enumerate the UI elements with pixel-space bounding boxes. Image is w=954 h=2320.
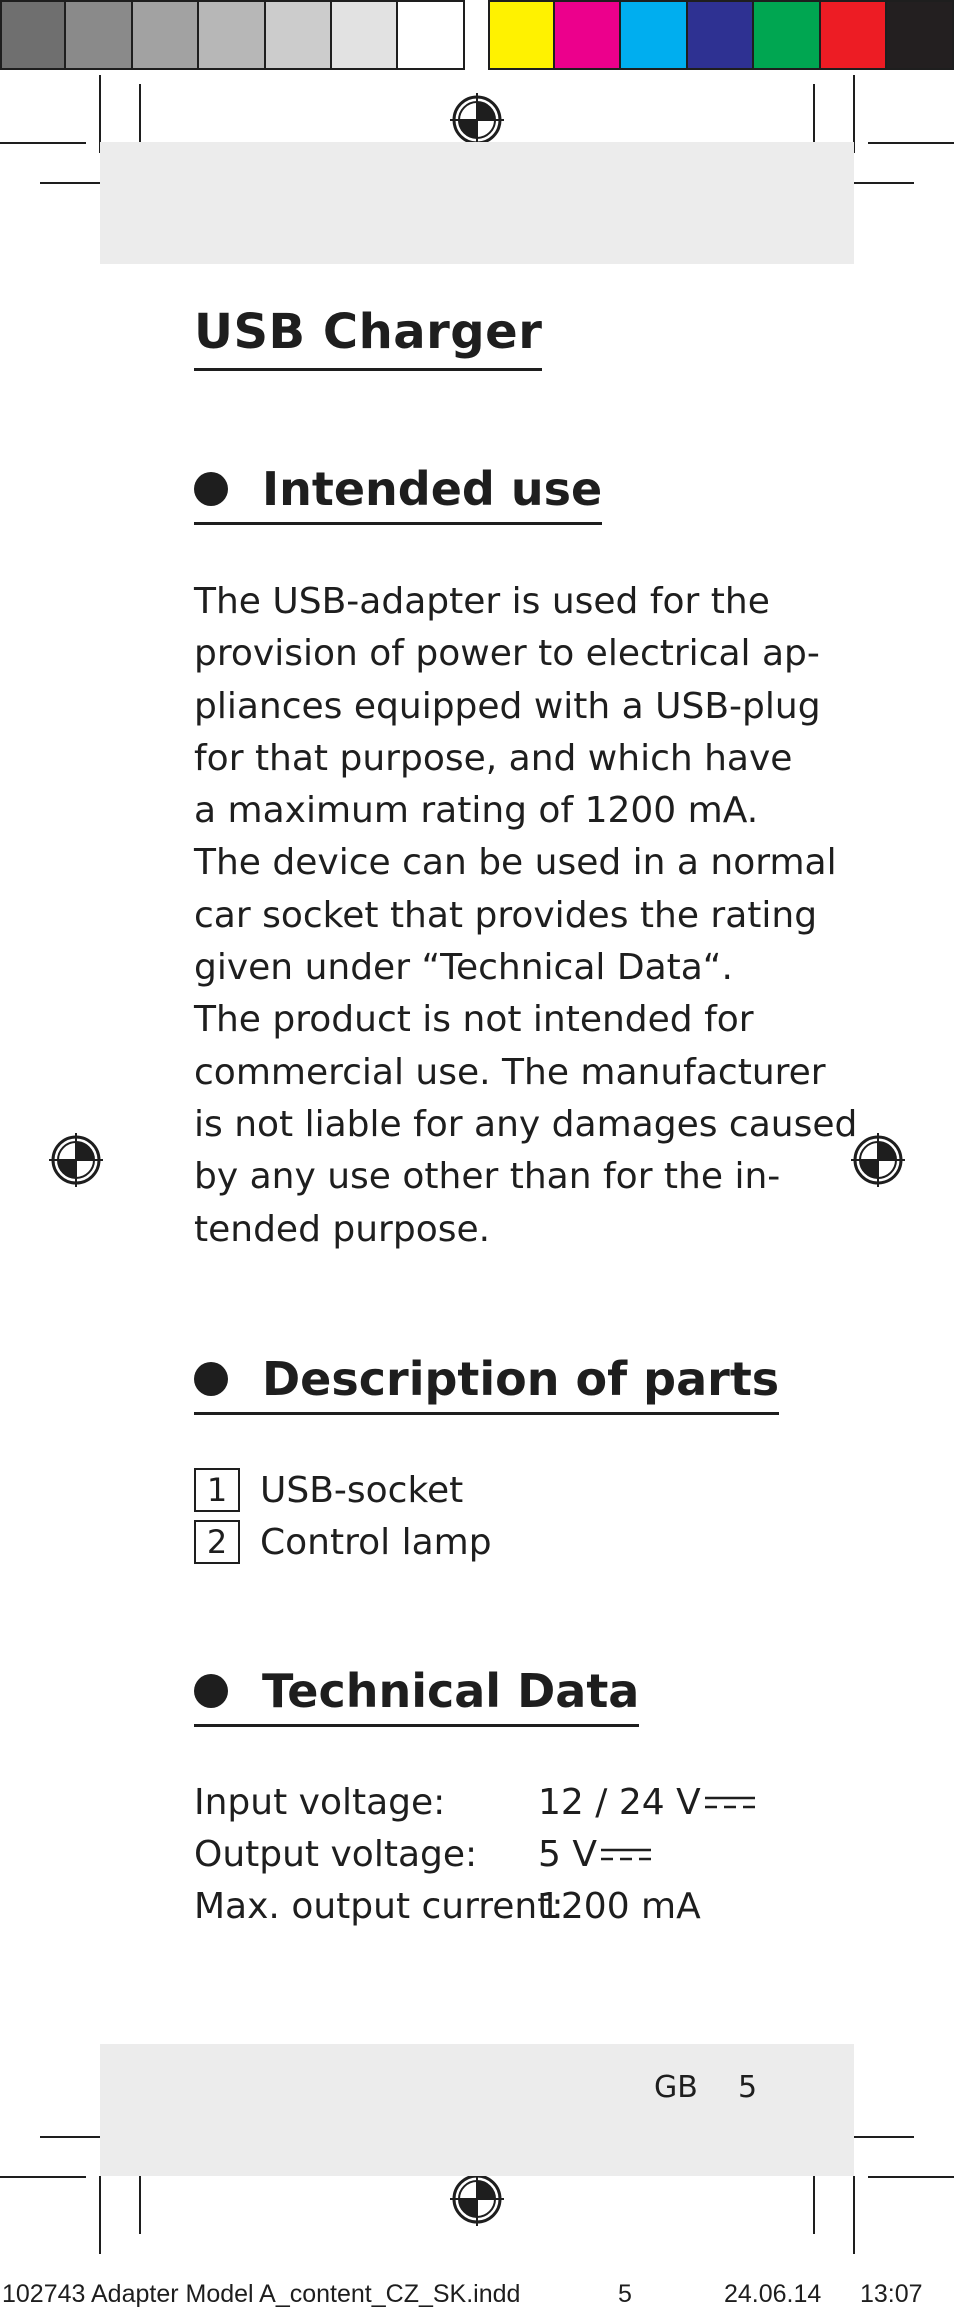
text-line: The product is not intended for: [194, 999, 754, 1041]
text-line: tended purpose.: [194, 1208, 491, 1250]
color-swatch: [754, 0, 821, 70]
table-row: [194, 1880, 755, 1932]
color-swatch: [133, 0, 199, 70]
part-number-badge: 1: [194, 1468, 240, 1512]
spec-label: Max. output current:: [194, 1885, 564, 1927]
registration-target-icon: [851, 1133, 905, 1187]
spec-label: Output voltage:: [194, 1833, 478, 1875]
table-row: [194, 1828, 755, 1880]
section-heading-label: Technical Data: [262, 1664, 640, 1718]
crop-mark: [868, 142, 954, 144]
page-number: 5: [738, 2070, 758, 2105]
slug-filename: 102743 Adapter Model A_content_CZ_SK.indd: [2, 2280, 521, 2308]
text-line: The device can be used in a normal: [194, 842, 837, 884]
registration-target-icon: [450, 2172, 504, 2226]
parts-list: [194, 1464, 492, 1568]
crop-mark: [99, 2176, 101, 2254]
intended-use-paragraph: [194, 576, 858, 1256]
crop-mark: [0, 142, 86, 144]
color-swatch: [332, 0, 398, 70]
section-heading-description-of-parts: [194, 1352, 779, 1415]
gray-swatch-bar: [0, 0, 465, 70]
page-title: USB Charger: [194, 304, 542, 371]
color-swatch-bar: [488, 0, 954, 70]
part-label: Control lamp: [260, 1521, 492, 1563]
part-label: USB-socket: [260, 1469, 464, 1511]
spec-value-text: 12 / 24 V: [538, 1781, 701, 1823]
color-swatch: [821, 0, 888, 70]
color-swatch: [688, 0, 755, 70]
crop-mark: [868, 2176, 954, 2178]
registration-target-icon: [450, 93, 504, 147]
part-number-badge: 2: [194, 1520, 240, 1564]
text-line: is not liable for any damages caused: [194, 1103, 858, 1145]
color-swatch: [398, 0, 464, 70]
color-swatch: [266, 0, 332, 70]
direct-current-icon: [705, 1794, 755, 1810]
crop-mark: [853, 2176, 855, 2254]
section-heading-label: Description of parts: [262, 1352, 780, 1406]
direct-current-icon: [601, 1846, 651, 1862]
text-line: a maximum rating of 1200 mA.: [194, 790, 759, 832]
color-swatch: [621, 0, 688, 70]
section-heading-intended-use: [194, 462, 602, 525]
text-line: commercial use. The manufacturer: [194, 1051, 826, 1093]
table-row: [194, 1776, 755, 1828]
header-band: [100, 142, 854, 264]
color-swatch: [0, 0, 66, 70]
footer-band: [100, 2044, 854, 2176]
section-heading-technical-data: [194, 1664, 639, 1727]
list-item: [194, 1464, 492, 1516]
text-line: pliances equipped with a USB-plug: [194, 685, 821, 727]
bullet-icon: [194, 472, 228, 506]
list-item: [194, 1516, 492, 1568]
crop-mark: [0, 2176, 86, 2178]
color-swatch: [488, 0, 555, 70]
section-heading-label: Intended use: [262, 462, 603, 516]
page-language-marker: GB: [654, 2070, 698, 2105]
text-line: provision of power to electrical ap-: [194, 633, 820, 675]
spec-value-text: 1200 mA: [538, 1885, 701, 1927]
text-line: for that purpose, and which have: [194, 737, 793, 779]
bullet-icon: [194, 1674, 228, 1708]
color-swatch: [66, 0, 132, 70]
color-swatch: [199, 0, 265, 70]
spec-value: [538, 1782, 755, 1823]
text-line: by any use other than for the in-: [194, 1156, 781, 1198]
text-line: car socket that provides the rating: [194, 894, 818, 936]
registration-target-icon: [49, 1133, 103, 1187]
text-line: The USB-adapter is used for the: [194, 581, 770, 622]
bullet-icon: [194, 1362, 228, 1396]
text-line: given under “Technical Data“.: [194, 947, 733, 989]
slug-time: 13:07: [860, 2280, 923, 2308]
color-swatch: [555, 0, 622, 70]
spec-value-text: 5 V: [538, 1833, 597, 1875]
spec-label: Input voltage:: [194, 1781, 446, 1823]
slug-page: 5: [618, 2280, 632, 2308]
spec-value: [538, 1886, 701, 1927]
color-swatch: [887, 0, 954, 70]
spec-value: [538, 1834, 651, 1875]
technical-data-table: [194, 1776, 755, 1932]
slug-date: 24.06.14: [724, 2280, 822, 2308]
